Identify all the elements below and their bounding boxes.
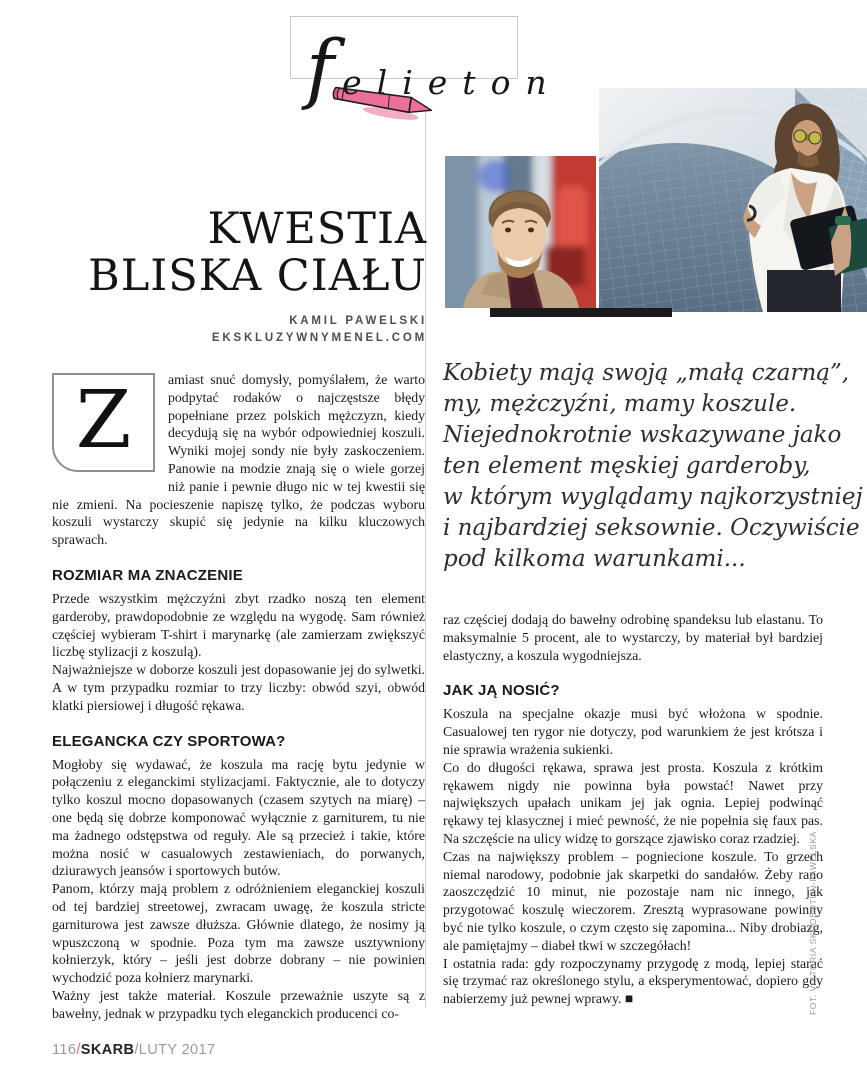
footer-slash-gray: / <box>134 1042 139 1058</box>
author-name: KAMIL PAWELSKI <box>289 315 427 327</box>
dropcap-box <box>52 373 155 472</box>
material-continuation-paragraph: raz częściej dodają do bawełny odrobinę spandeksu lub elastanu. To maksymalnie 5 procent, ale to wystarczy, by materiał był bardziej elastyczny, a koszula wygodniejsza. <box>443 612 823 663</box>
pull-quote-line: pod kilkoma warunkami... <box>443 546 746 572</box>
right-column <box>443 358 863 1008</box>
pull-quote-line: i najbardziej seksownie. Oczywiście <box>443 515 860 541</box>
magazine-name: SKARB <box>80 1042 135 1058</box>
footer-slash-pink: / <box>76 1042 81 1058</box>
rozmiar-paragraph-2: Najważniejsze w doborze koszuli jest dopasowanie jej do sylwetki. A w tym przypadku rozmiar to trzy liczby: obwód szyi, obwód klatki piersiowej i długość rękawa. <box>52 662 425 713</box>
rubric-label: felieton <box>306 23 562 112</box>
author-block <box>52 313 427 347</box>
nosic-paragraph-1: Koszula na specjalne okazje musi być włożona w spodnie. Casualowej ten rygor nie dotyczy, pod warunkiem że jest krótsza i nie sprawia wrażenia sukienki. <box>443 706 823 757</box>
left-column <box>52 371 425 1023</box>
pull-quote-line: Kobiety mają swoją „małą czarną”, <box>443 360 850 386</box>
pull-quote-line: w którym wyglądamy najkorzystniej <box>443 484 863 510</box>
issue-label: LUTY 2017 <box>138 1042 216 1058</box>
page-number: 116 <box>52 1042 77 1058</box>
elegancka-paragraph-2: Panom, którzy mają problem z odróżnieniem eleganckiej koszuli od tej bardziej streetowej, zwracam uwagę, że koszula stricte garniturowa jest zawsze dłuższa. Głównie dlatego, że nosimy ją wpuszczoną w spodnie. Poza tym ma zawsze usztywniony kołnierzyk, który – jeśli jest dobrze dobrany – nie powinien wychodzić poza kołnierz marynarki. <box>52 881 425 986</box>
nosic-paragraph-4: I ostatnia rada: gdy rozpoczynamy przygodę z modą, lepiej starać się trzymać raz określonego stylu, a eksperymentować, dopiero gdy nabierzemy już pewnej wprawy. ■ <box>443 955 823 1007</box>
nosic-paragraph-3: Czas na największy problem – pogniecione koszule. To grzech niemal narodowy, podobnie jak skarpetki do sandałów. Żeby rano zaoszczędzić 10 minut, nie pozostaje nam nic innego, jak przygotować koszulę wieczorem. Zresztą wyprasowane powinny być nie tylko koszule, o czym często się zapomina... Niby drobiazg, ale pamiętajmy – diabeł tkwi w szczegółach! <box>443 848 823 953</box>
pull-quote-line: my, mężczyźni, mamy koszule. <box>443 391 797 417</box>
article-title-line-2: BLISKA CIAŁU <box>88 251 427 301</box>
elegancka-paragraph-3: Ważny jest także materiał. Koszule przeważnie uszyte są z bawełny, jednak w przypadku tych eleganckich producenci co- <box>52 987 425 1021</box>
section-heading-elegancka: ELEGANCKA CZY SPORTOWA? <box>52 732 286 750</box>
article-title-line-1: KWESTIA <box>207 204 427 254</box>
page-footer <box>52 1042 215 1058</box>
elegancka-paragraph-1: Mogłoby się wydawać, że koszula ma rację bytu jedynie w połączeniu z eleganckimi stylizacjami. Faktycznie, ale to dotyczy tylko koszul mocno dopasowanych (czasem szytych na miarę) – one będą się dobrze komponować wyłącznie z garniturem, tu nie ma żadnego odstępstwa od reguły. Ale są przecież i takie, które można nosić w casualowych zestawieniach, do porwanych, dziurawych jeansów i sportowych butów. <box>52 756 425 879</box>
rozmiar-paragraph-1: Przede wszystkim mężczyźni zbyt rzadko noszą ten element garderoby, prawdopodobnie ze względu na wygodę. Sam również częściej wybieram T-shirt i marynarkę (ale zamierzam zwiększyć liczbę stylizacji z koszulą). <box>52 590 425 660</box>
intro-paragraph: amiast snuć domysły, pomyślałem, że warto podpytać rodaków o najczęstsze błędy popełniane przez polskich mężczyzn, kiedy decydują się na wybór odpowiedniej koszuli. Wyniki mojej sondy nie były zaskoczeniem. Panowie na modzie znają się o wiele gorzej niż panie i pewnie długo nic w tej kwestii się nie zmieni. Na pocieszenie napiszę tylko, że podczas wyboru koszuli wystarczy skupić się jedynie na kilku kluczowych sprawach. <box>52 372 425 548</box>
photo-man-white-shirt <box>599 88 867 312</box>
pull-quote-line: Niejednokrotnie wskazywane jako <box>443 422 842 448</box>
photo-smiling-man <box>445 156 596 308</box>
pull-quote-line: ten element męskiej garderoby, <box>443 453 811 479</box>
article-title-block <box>52 206 427 347</box>
nosic-paragraph-2: Co do długości rękawa, sprawa jest prosta. Koszula z krótkim rękawem nigdy nie powinna była powstać! Nawet przy największych upałach unikam jej jak ognia. Lepiej podwinąć rękawy tej klasycznej i mieć pewność, że nie popełnia się faux pas. Na szczęście na ulicy widzę to gorszące zjawisko coraz rzadziej. <box>443 759 823 846</box>
pull-quote <box>443 358 863 575</box>
author-website: EKSKLUZYWNYMENEL.COM <box>211 332 427 344</box>
photo-credit: FOT. VIKTORIA SKROBOTUN-PAWELSKA <box>808 831 818 1015</box>
dropcap-letter: Z <box>75 372 132 466</box>
section-heading-rozmiar: ROZMIAR MA ZNACZENIE <box>52 566 243 584</box>
black-accent-bar <box>490 308 672 317</box>
section-heading-nosic: JAK JĄ NOSIĆ? <box>443 682 560 700</box>
